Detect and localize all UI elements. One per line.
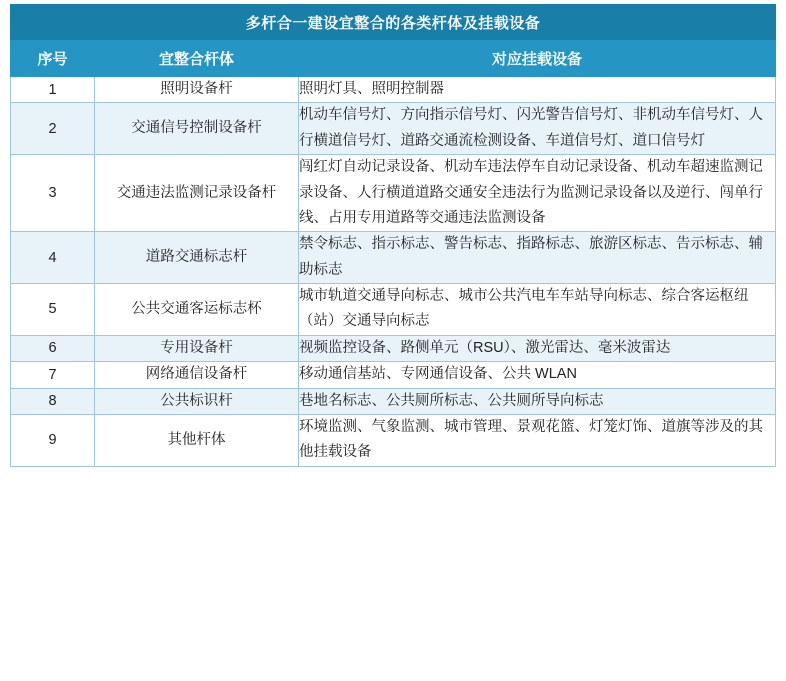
row-pole: 道路交通标志杆 (95, 232, 299, 284)
table-row (11, 284, 776, 336)
row-pole: 交通信号控制设备杆 (95, 103, 299, 155)
row-devices: 视频监控设备、路侧单元（RSU）、激光雷达、毫米波雷达 (299, 335, 776, 361)
table-title: 多杆合一建设宜整合的各类杆体及挂载设备 (11, 5, 776, 40)
pole-integration-table (10, 4, 776, 467)
row-devices: 巷地名标志、公共厕所标志、公共厕所导向标志 (299, 388, 776, 414)
row-no: 2 (11, 103, 95, 155)
row-devices: 机动车信号灯、方向指示信号灯、闪光警告信号灯、非机动车信号灯、人行横道信号灯、道路交通流检测设备、车道信号灯、道口信号灯 (299, 103, 776, 155)
row-devices: 城市轨道交通导向标志、城市公共汽电车车站导向标志、综合客运枢纽（站）交通导向标志 (299, 284, 776, 336)
table-title-row (11, 5, 776, 40)
table-row (11, 232, 776, 284)
row-devices: 照明灯具、照明控制器 (299, 77, 776, 103)
row-pole: 照明设备杆 (95, 77, 299, 103)
row-pole: 网络通信设备杆 (95, 362, 299, 388)
row-no: 5 (11, 284, 95, 336)
table-header-row (11, 40, 776, 77)
row-pole: 公共交通客运标志杯 (95, 284, 299, 336)
row-pole: 专用设备杆 (95, 335, 299, 361)
table-row (11, 77, 776, 103)
column-header-no: 序号 (11, 40, 95, 77)
row-no: 9 (11, 414, 95, 466)
row-no: 8 (11, 388, 95, 414)
row-no: 6 (11, 335, 95, 361)
table-row (11, 362, 776, 388)
table-row (11, 414, 776, 466)
table-row (11, 335, 776, 361)
row-devices: 禁令标志、指示标志、警告标志、指路标志、旅游区标志、告示标志、辅助标志 (299, 232, 776, 284)
row-no: 3 (11, 155, 95, 232)
table-row (11, 155, 776, 232)
row-no: 4 (11, 232, 95, 284)
column-header-pole: 宜整合杆体 (95, 40, 299, 77)
row-pole: 其他杆体 (95, 414, 299, 466)
column-header-devices: 对应挂载设备 (299, 40, 776, 77)
row-devices: 环境监测、气象监测、城市管理、景观花篮、灯笼灯饰、道旗等涉及的其他挂载设备 (299, 414, 776, 466)
row-pole: 交通违法监测记录设备杆 (95, 155, 299, 232)
row-devices: 移动通信基站、专网通信设备、公共 WLAN (299, 362, 776, 388)
row-devices: 闯红灯自动记录设备、机动车违法停车自动记录设备、机动车超速监测记录设备、人行横道道路交通安全违法行为监测记录设备以及逆行、闯单行线、占用专用道路等交通违法监测设备 (299, 155, 776, 232)
table-container (10, 0, 776, 467)
table-row (11, 103, 776, 155)
table-row (11, 388, 776, 414)
row-no: 7 (11, 362, 95, 388)
row-pole: 公共标识杆 (95, 388, 299, 414)
row-no: 1 (11, 77, 95, 103)
